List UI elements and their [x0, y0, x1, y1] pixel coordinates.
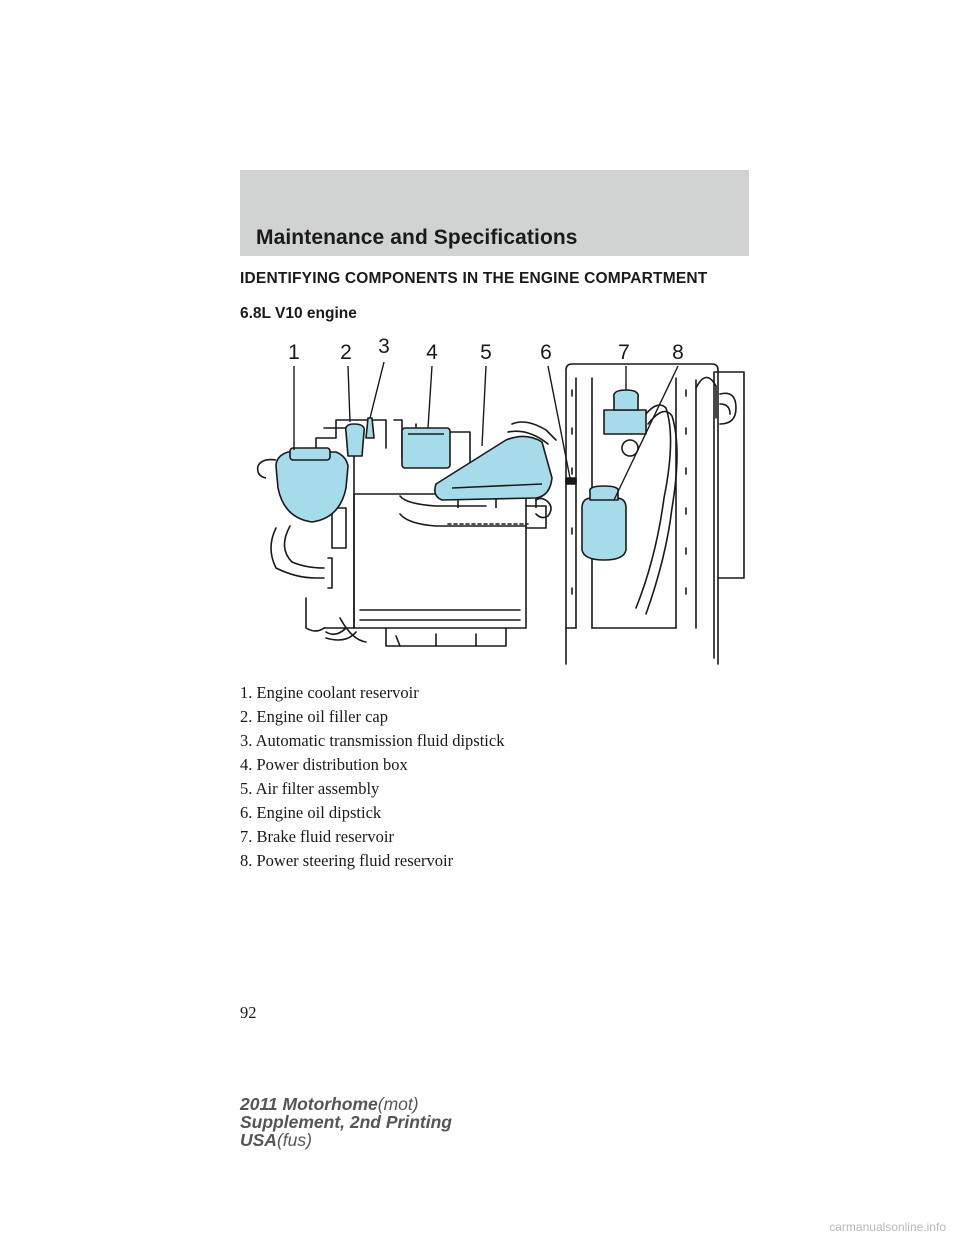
legend-item: 2. Engine oil filler cap: [240, 707, 388, 726]
engine-subheading: 6.8L V10 engine: [240, 305, 357, 322]
footer-title-code: (mot): [377, 1094, 419, 1114]
oil-filler-cap-shape: [346, 424, 365, 456]
footer-title: 2011 Motorhome: [240, 1094, 378, 1114]
callout-8: 8: [672, 341, 684, 364]
air-filter-assembly-shape: [435, 436, 552, 500]
legend-item: 8. Power steering fluid reservoir: [240, 851, 454, 870]
legend-item: 5. Air filter assembly: [240, 779, 380, 798]
callout-7: 7: [618, 341, 630, 364]
coolant-reservoir-shape: [276, 452, 348, 522]
footer-printing: Supplement, 2nd Printing: [240, 1112, 452, 1132]
watermark-link[interactable]: carmanualsonline.info: [829, 1220, 946, 1234]
callout-5: 5: [480, 341, 492, 364]
engine-oil-dipstick-shape: [566, 478, 576, 484]
transmission-dipstick-shape: [366, 418, 374, 438]
brake-fluid-reservoir-shape: [604, 410, 646, 434]
footer-region: USA: [240, 1130, 277, 1150]
legend-item: 3. Automatic transmission fluid dipstick: [240, 731, 505, 750]
page-heading: IDENTIFYING COMPONENTS IN THE ENGINE COMPARTMENT: [240, 270, 708, 287]
power-steering-reservoir-shape: [582, 498, 626, 560]
legend-item: 7. Brake fluid reservoir: [240, 827, 394, 846]
document-footer: [240, 1095, 452, 1149]
component-legend: [240, 681, 504, 873]
legend-item: 1. Engine coolant reservoir: [240, 683, 419, 702]
section-title: Maintenance and Specifications: [256, 226, 578, 249]
callout-3: 3: [378, 335, 390, 358]
callout-2: 2: [340, 341, 352, 364]
footer-region-code: (fus): [276, 1130, 312, 1150]
callout-6: 6: [540, 341, 552, 364]
page-number: 92: [240, 1003, 257, 1022]
legend-item: 4. Power distribution box: [240, 755, 408, 774]
callout-1: 1: [288, 341, 300, 364]
engine-compartment-diagram: [236, 328, 756, 668]
callout-4: 4: [426, 341, 438, 364]
legend-item: 6. Engine oil dipstick: [240, 803, 382, 822]
